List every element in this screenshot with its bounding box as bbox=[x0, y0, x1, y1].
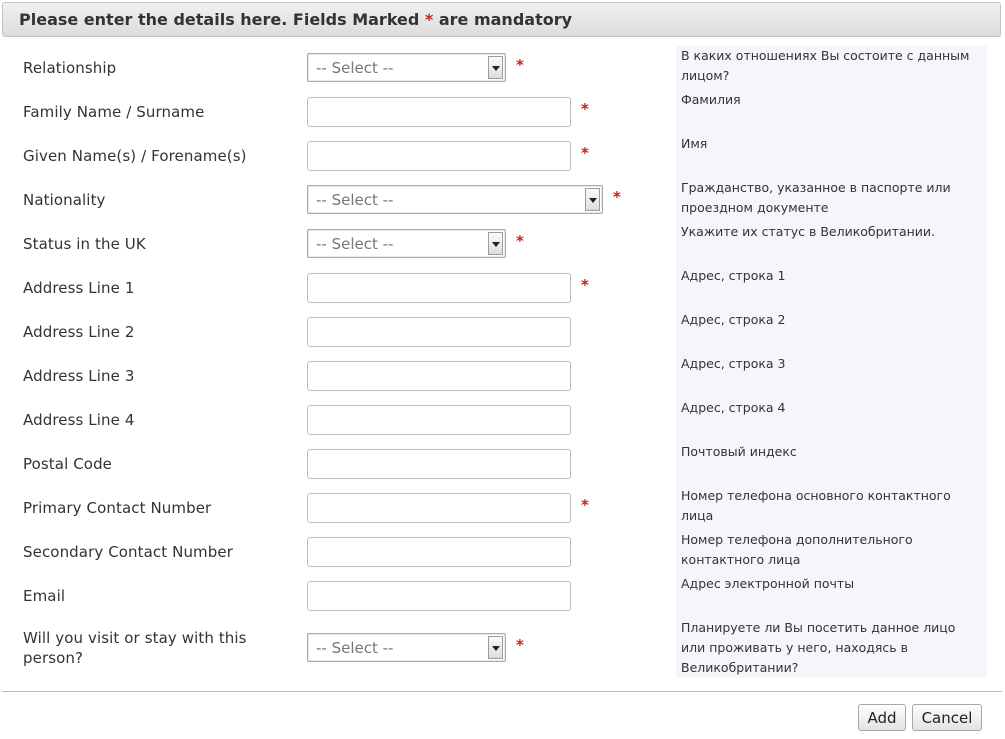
visit-stay-select[interactable] bbox=[307, 633, 506, 662]
address-line-1-required-mark: * bbox=[581, 276, 589, 294]
given-name-input[interactable] bbox=[307, 141, 571, 171]
status-uk-required-mark: * bbox=[516, 232, 524, 250]
postal-code-help: Почтовый индекс bbox=[681, 444, 797, 459]
postal-code-label: Postal Code bbox=[23, 455, 113, 473]
relationship-required-mark: * bbox=[516, 56, 524, 74]
visit-stay-required-mark: * bbox=[516, 636, 524, 654]
relationship-select-value: -- Select -- bbox=[316, 59, 394, 77]
footer-divider bbox=[2, 691, 1002, 692]
cancel-button[interactable]: Cancel bbox=[912, 704, 982, 731]
address-line-3-label: Address Line 3 bbox=[23, 367, 135, 385]
primary-contact-label: Primary Contact Number bbox=[23, 499, 212, 517]
address-line-4-label: Address Line 4 bbox=[23, 411, 135, 429]
status-uk-label: Status in the UK bbox=[23, 235, 146, 253]
address-line-1-help: Адрес, строка 1 bbox=[681, 268, 786, 283]
status-uk-help: Укажите их статус в Великобритании. bbox=[681, 224, 936, 239]
status-uk-dropdown-button[interactable] bbox=[488, 232, 503, 255]
primary-contact-input[interactable] bbox=[307, 493, 571, 523]
nationality-dropdown-button[interactable] bbox=[585, 188, 600, 211]
given-name-label: Given Name(s) / Forename(s) bbox=[23, 147, 247, 165]
chevron-down-icon bbox=[492, 242, 500, 247]
address-line-2-label: Address Line 2 bbox=[23, 323, 135, 341]
nationality-label: Nationality bbox=[23, 191, 106, 209]
chevron-down-icon bbox=[589, 198, 597, 203]
address-line-3-input[interactable] bbox=[307, 361, 571, 391]
visit-stay-dropdown-button[interactable] bbox=[488, 636, 503, 659]
secondary-contact-input[interactable] bbox=[307, 537, 571, 567]
chevron-down-icon bbox=[492, 66, 500, 71]
family-name-input[interactable] bbox=[307, 97, 571, 127]
nationality-select[interactable] bbox=[307, 185, 603, 214]
relationship-help: В каких отношениях Вы состоите с данным лицом? bbox=[681, 48, 970, 83]
relationship-select[interactable] bbox=[307, 53, 506, 82]
primary-contact-help: Номер телефона основного контактного лица bbox=[681, 488, 951, 523]
form-header bbox=[2, 2, 1001, 37]
nationality-required-mark: * bbox=[613, 188, 621, 206]
visit-stay-select-value: -- Select -- bbox=[316, 639, 394, 657]
email-input[interactable] bbox=[307, 581, 571, 611]
address-line-4-help: Адрес, строка 4 bbox=[681, 400, 786, 415]
given-name-help: Имя bbox=[681, 136, 708, 151]
header-text-suffix: are mandatory bbox=[433, 10, 573, 29]
email-help: Адрес электронной почты bbox=[681, 576, 855, 591]
header-text-prefix: Please enter the details here. Fields Marked bbox=[19, 10, 425, 29]
nationality-select-value: -- Select -- bbox=[316, 191, 394, 209]
address-line-2-help: Адрес, строка 2 bbox=[681, 312, 786, 327]
address-line-4-input[interactable] bbox=[307, 405, 571, 435]
nationality-help: Гражданство, указанное в паспорте или проездном документе bbox=[681, 180, 951, 215]
family-name-help: Фамилия bbox=[681, 92, 741, 107]
postal-code-input[interactable] bbox=[307, 449, 571, 479]
primary-contact-required-mark: * bbox=[581, 496, 589, 514]
secondary-contact-help: Номер телефона дополнительного контактного лица bbox=[681, 532, 913, 567]
given-name-required-mark: * bbox=[581, 144, 589, 162]
address-line-1-input[interactable] bbox=[307, 273, 571, 303]
email-label: Email bbox=[23, 587, 66, 605]
header-asterisk: * bbox=[424, 10, 434, 29]
status-uk-select[interactable] bbox=[307, 229, 506, 258]
chevron-down-icon bbox=[492, 646, 500, 651]
address-line-2-input[interactable] bbox=[307, 317, 571, 347]
address-line-1-label: Address Line 1 bbox=[23, 279, 135, 297]
relationship-label: Relationship bbox=[23, 59, 117, 77]
family-name-required-mark: * bbox=[581, 100, 589, 118]
visit-stay-label: Will you visit or stay with this person? bbox=[23, 629, 247, 667]
status-uk-select-value: -- Select -- bbox=[316, 235, 394, 253]
address-line-3-help: Адрес, строка 3 bbox=[681, 356, 786, 371]
relationship-dropdown-button[interactable] bbox=[488, 56, 503, 79]
secondary-contact-label: Secondary Contact Number bbox=[23, 543, 233, 561]
add-button[interactable]: Add bbox=[858, 704, 906, 731]
visit-stay-help: Планируете ли Вы посетить данное лицо или проживать у него, находясь в Великобритании? bbox=[681, 620, 956, 675]
family-name-label: Family Name / Surname bbox=[23, 103, 205, 121]
